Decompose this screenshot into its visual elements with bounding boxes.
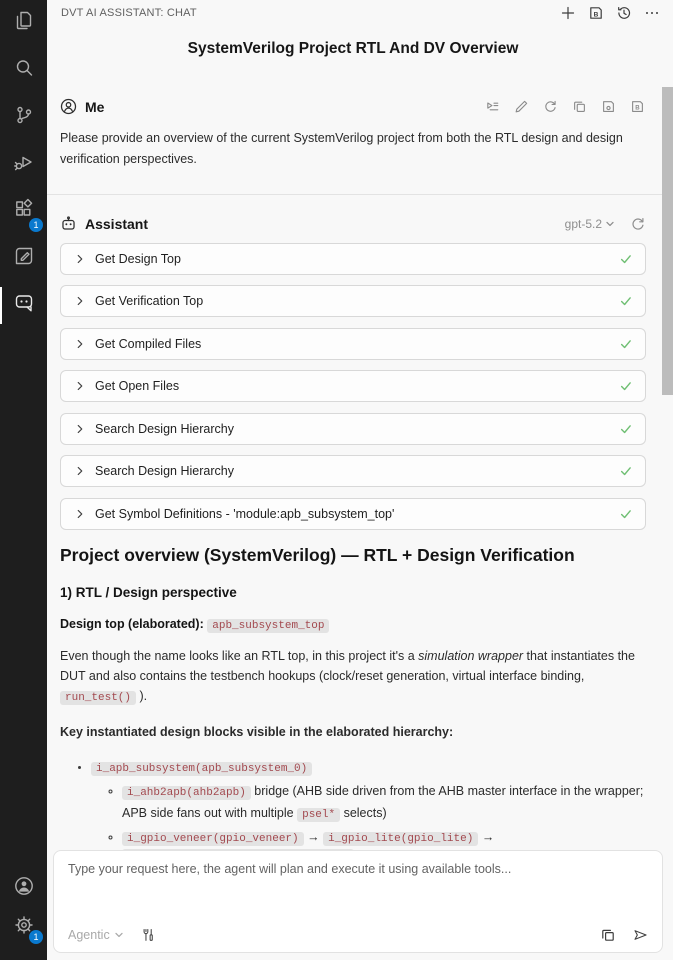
message-input[interactable] [68, 862, 648, 914]
sidebar-item-dvt[interactable] [0, 235, 47, 282]
chevron-right-icon [73, 337, 87, 351]
tools-icon [140, 927, 156, 943]
model-label: gpt-5.2 [564, 216, 602, 231]
copy-input-button[interactable] [599, 926, 616, 943]
more-actions-button[interactable] [643, 4, 660, 21]
check-icon [619, 422, 633, 436]
check-icon [619, 252, 633, 266]
tool-call-card[interactable]: Get Open Files [60, 370, 646, 402]
chevron-down-icon [605, 219, 615, 229]
assistant-answer [60, 545, 646, 869]
check-icon [619, 507, 633, 521]
list-item: ◦ i_ahb2apb(ahb2apb) bridge (AHB side driven from the AHB master interface in the wrapper; APB side fans out with multiple psel* selects) [122, 781, 646, 825]
assistant-robot-icon [60, 215, 77, 232]
regenerate-button[interactable] [629, 215, 646, 232]
answer-heading: Project overview (SystemVerilog) — RTL + Design Verification [60, 544, 575, 565]
composer [53, 850, 663, 953]
retry-button[interactable] [542, 98, 559, 115]
tool-call-card[interactable]: Get Symbol Definitions - 'module:apb_subsystem_top' [60, 498, 646, 530]
inline-code: i_gpio_lite(gpio_lite) [323, 832, 478, 846]
chevron-right-icon [73, 464, 87, 478]
chevron-right-icon [73, 294, 87, 308]
chevron-right-icon [73, 252, 87, 266]
list-item: ◦ i_gpio_veneer(gpio_veneer) → i_gpio_lite(gpio_lite) → [122, 827, 646, 869]
mode-label: Agentic [68, 927, 110, 942]
save-chat-button[interactable] [587, 4, 604, 21]
design-top-line: Design top (elaborated): apb_subsystem_top [60, 617, 646, 632]
files-icon [12, 9, 36, 38]
inline-code: apb_subsystem_top [207, 619, 329, 633]
chevron-down-icon [114, 930, 124, 940]
save-b-icon [630, 99, 645, 114]
user-message-text: Please provide an overview of the current SystemVerilog project from both the RTL design and design verification perspectives. [60, 131, 623, 166]
inline-code: i_gpio_veneer(gpio_veneer) [122, 832, 304, 846]
ellipsis-icon [644, 5, 660, 21]
activity-bar-spacer [0, 329, 47, 869]
inline-code: i_apb_subsystem(apb_subsystem_0) [91, 762, 312, 776]
save-message-button[interactable] [600, 98, 617, 115]
check-icon [619, 379, 633, 393]
tool-call-card[interactable]: Search Design Hierarchy [60, 455, 646, 487]
answer-paragraph: Even though the name looks like an RTL top, in this project it's a simulation wrapper that instantiates the DUT and also contains the testbench hookups (clock/reset generation, virtual interface binding, run_test() ). [60, 648, 635, 704]
check-icon [619, 464, 633, 478]
tool-call-card[interactable]: Get Verification Top [60, 285, 646, 317]
inline-code: i_ahb2apb(ahb2apb) [122, 786, 251, 800]
sidebar-item-extensions[interactable] [0, 188, 47, 235]
pencil-icon [514, 99, 529, 114]
sidebar-item-source-control[interactable] [0, 94, 47, 141]
sidebar-item-account[interactable] [0, 869, 47, 908]
inline-code: run_test() [60, 691, 136, 705]
refresh-icon [543, 99, 558, 114]
run-list-icon [485, 99, 500, 114]
chevron-right-icon [73, 507, 87, 521]
chat-title: SystemVerilog Project RTL And DV Overview [187, 40, 519, 57]
tool-call-card[interactable]: Get Design Top [60, 243, 646, 275]
plus-icon [560, 5, 576, 21]
history-button[interactable] [615, 4, 632, 21]
send-button[interactable] [631, 926, 648, 943]
copy-icon [600, 927, 616, 943]
message-divider [47, 194, 673, 195]
check-icon [619, 337, 633, 351]
tool-call-card[interactable]: Get Compiled Files [60, 328, 646, 360]
panel-title: DVT AI ASSISTANT: CHAT [61, 6, 197, 19]
chat-panel [47, 0, 673, 960]
account-icon [12, 874, 36, 903]
sidebar-item-run-debug[interactable] [0, 141, 47, 188]
mode-selector[interactable] [68, 928, 124, 942]
chat-robot-icon [12, 291, 36, 320]
activity-bar [0, 0, 47, 960]
extensions-badge: 1 [29, 218, 43, 232]
scrollbar [661, 0, 673, 960]
new-chat-button[interactable] [559, 4, 576, 21]
key-blocks-heading: Key instantiated design blocks visible in the elaborated hierarchy: [60, 724, 454, 739]
scrollbar-thumb[interactable] [662, 87, 673, 395]
user-avatar-icon [60, 98, 77, 115]
sidebar-item-ai-chat[interactable] [0, 282, 47, 329]
edit-square-icon [12, 244, 36, 273]
model-selector[interactable] [565, 217, 615, 231]
copy-message-button[interactable] [571, 98, 588, 115]
edit-message-button[interactable] [513, 98, 530, 115]
save-b-icon [588, 5, 604, 21]
chevron-right-icon [73, 379, 87, 393]
chat-scroll-area [47, 25, 673, 960]
user-message-author: Me [85, 98, 105, 115]
user-message-header [60, 98, 646, 115]
run-from-here-button[interactable] [484, 98, 501, 115]
copy-icon [572, 99, 587, 114]
sidebar-item-explorer[interactable] [0, 0, 47, 47]
panel-header [47, 0, 673, 25]
settings-badge: 1 [29, 930, 43, 944]
svg-text:B: B [635, 104, 640, 112]
assistant-message-author: Assistant [85, 215, 149, 232]
history-icon [616, 5, 632, 21]
inline-code: psel* [297, 808, 340, 822]
save-dot-icon [601, 99, 616, 114]
search-icon [12, 56, 36, 85]
check-icon [619, 294, 633, 308]
answer-subheading: 1) RTL / Design perspective [60, 584, 237, 600]
sidebar-item-search[interactable] [0, 47, 47, 94]
tools-button[interactable] [140, 926, 157, 943]
tool-call-card[interactable]: Search Design Hierarchy [60, 413, 646, 445]
debug-icon [12, 150, 36, 179]
assistant-message-header [60, 215, 646, 232]
refresh-icon [630, 216, 646, 232]
source-control-icon [12, 103, 36, 132]
sidebar-item-settings[interactable] [0, 908, 47, 947]
chevron-right-icon [73, 422, 87, 436]
svg-text:B: B [593, 10, 598, 18]
save-message-b-button[interactable] [629, 98, 646, 115]
send-icon [632, 927, 648, 943]
